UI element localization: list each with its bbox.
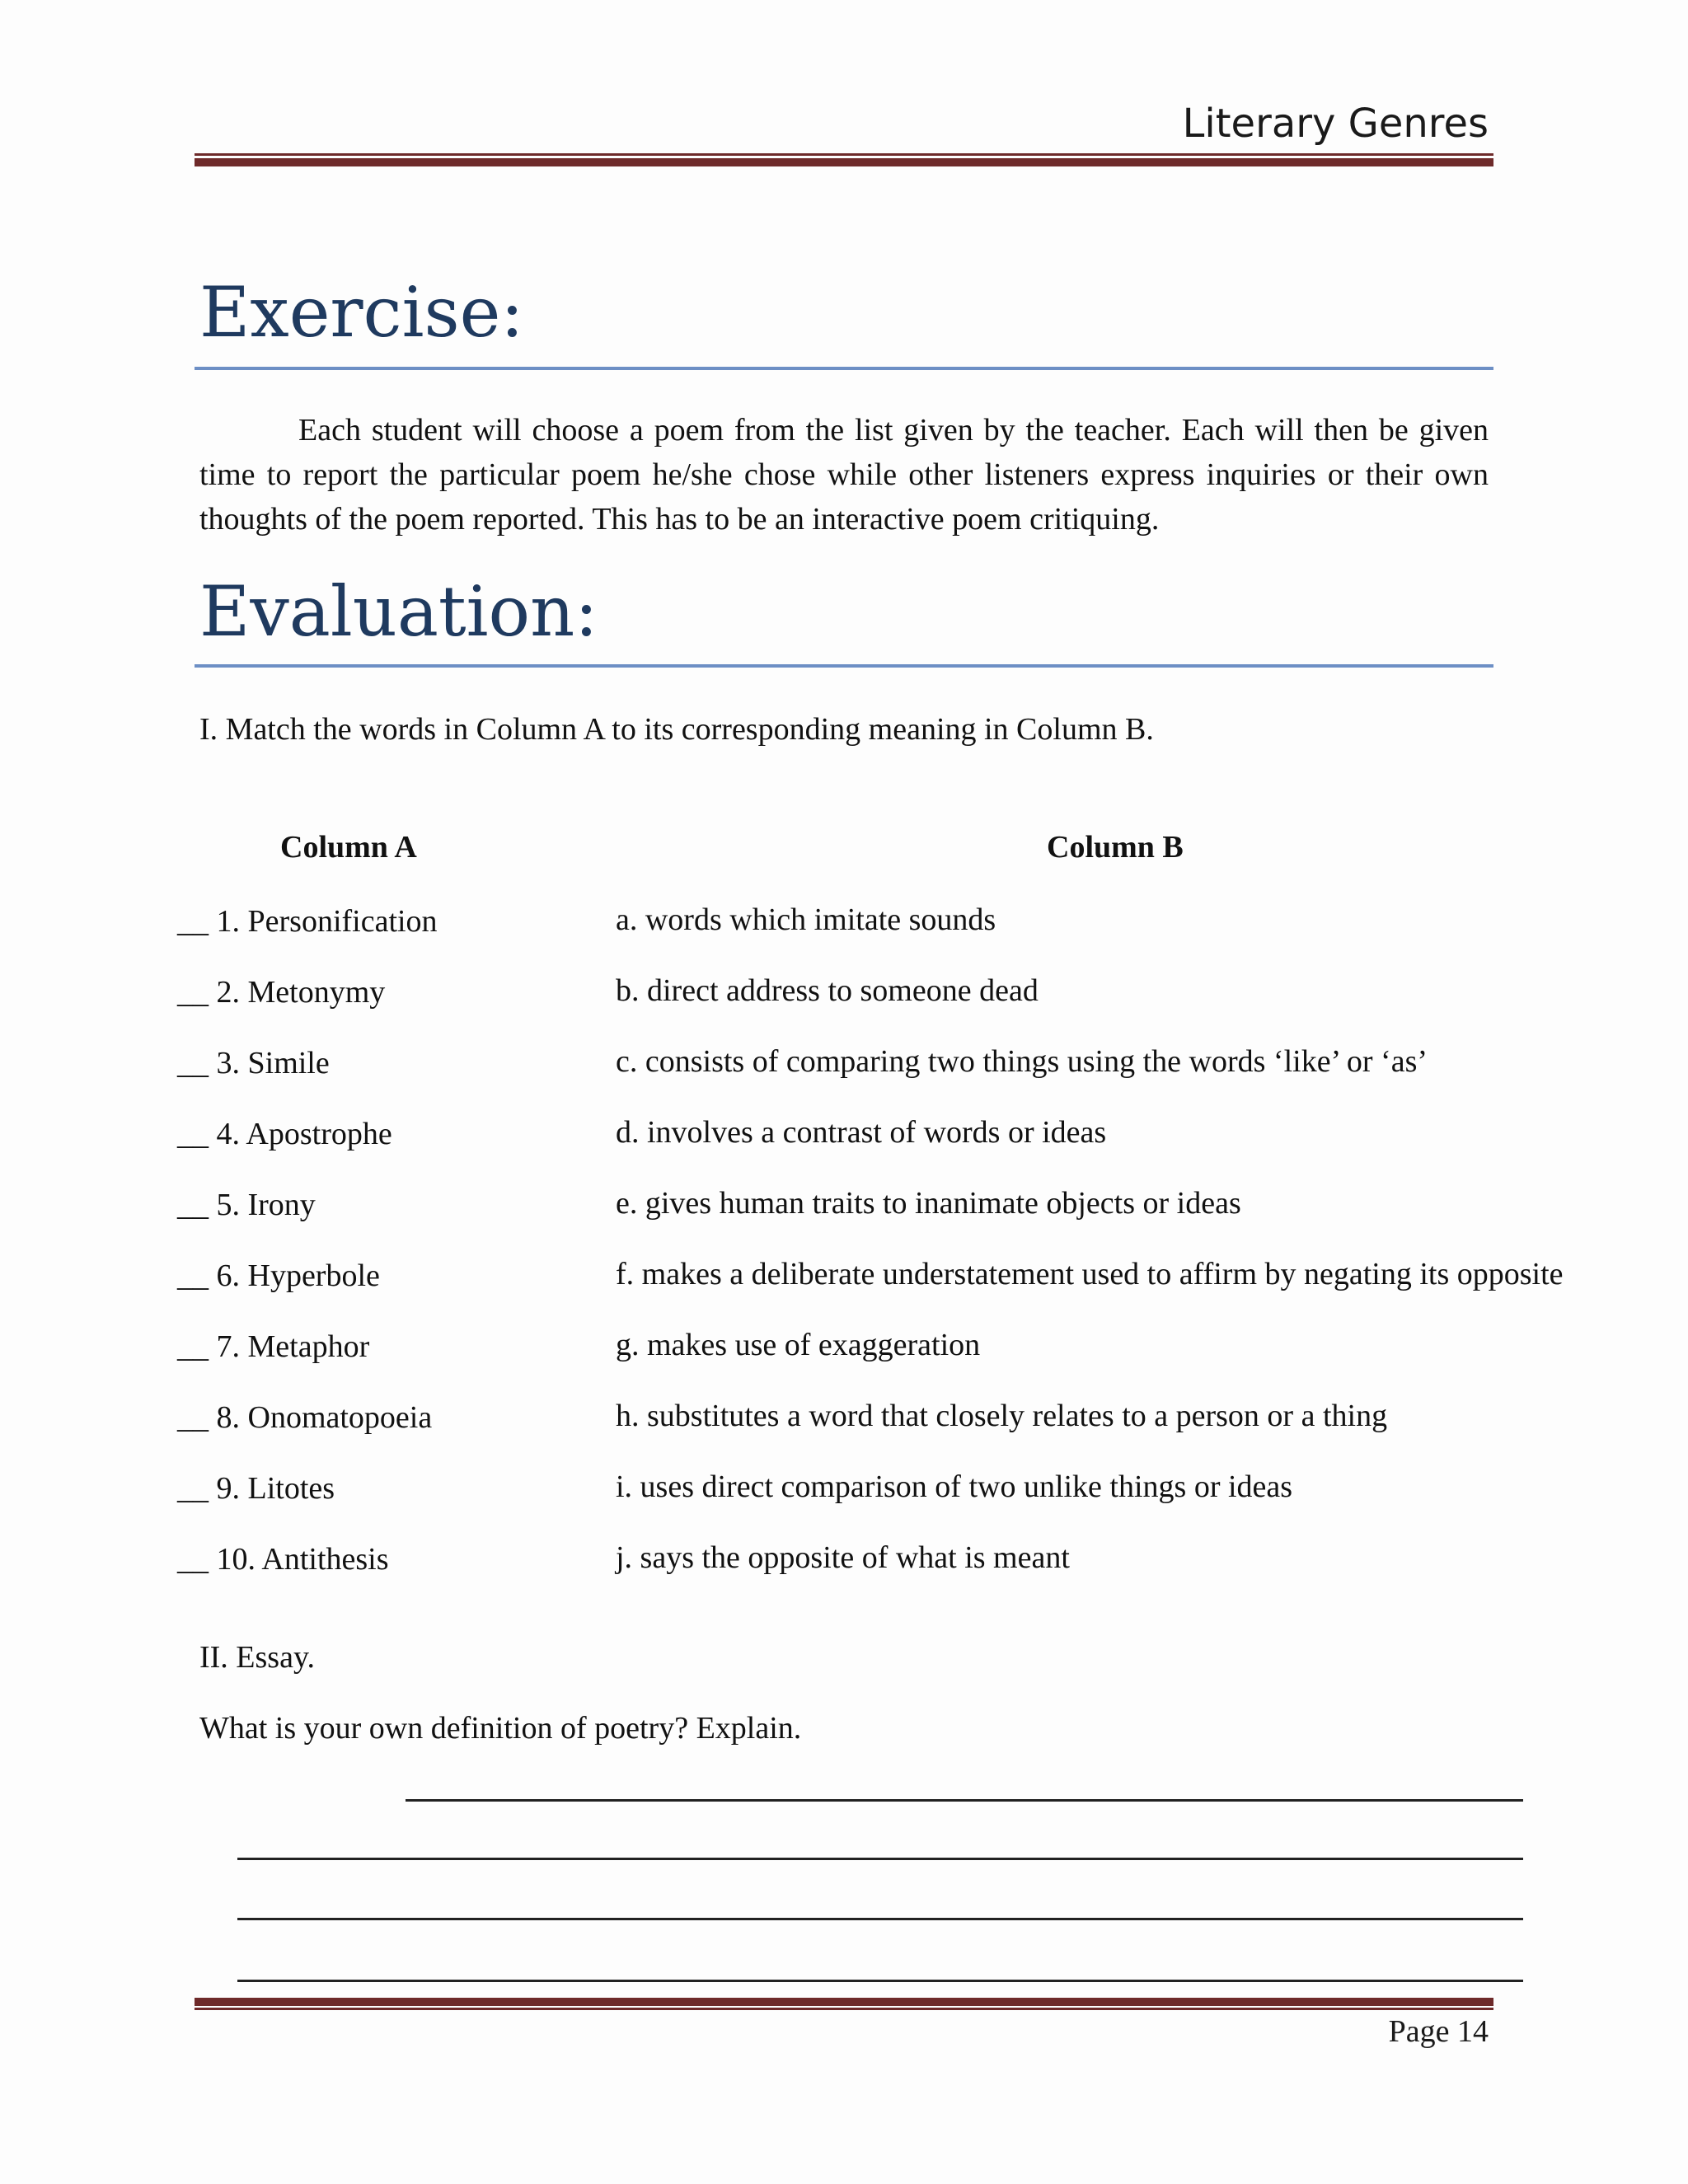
column-b-item: h. substitutes a word that closely relates to a person or a thing bbox=[616, 1399, 1388, 1433]
column-a-item: __ 1. Personification bbox=[177, 904, 438, 939]
column-b-item: a. words which imitate sounds bbox=[616, 902, 996, 937]
evaluation-heading-rule bbox=[195, 664, 1493, 668]
column-a-item: __ 4. Apostrophe bbox=[177, 1117, 392, 1151]
header-rule-thin bbox=[195, 153, 1493, 156]
essay-answer-line[interactable] bbox=[406, 1799, 1523, 1802]
column-a-item: __ 9. Litotes bbox=[177, 1471, 335, 1506]
column-b-item: i. uses direct comparison of two unlike things or ideas bbox=[616, 1469, 1293, 1504]
header-rule-thick bbox=[195, 158, 1493, 166]
essay-section-title: II. Essay. bbox=[199, 1640, 315, 1675]
essay-answer-line[interactable] bbox=[237, 1980, 1523, 1982]
column-a-item: __ 8. Onomatopoeia bbox=[177, 1400, 433, 1435]
column-b-item: b. direct address to someone dead bbox=[616, 973, 1039, 1008]
exercise-heading-rule bbox=[195, 367, 1493, 370]
column-b-header: Column B bbox=[1047, 830, 1184, 865]
exercise-heading: Exercise: bbox=[199, 272, 524, 353]
matching-instruction: I. Match the words in Column A to its corresponding meaning in Column B. bbox=[199, 712, 1154, 747]
footer-rule-thick bbox=[195, 1998, 1493, 2006]
essay-answer-line[interactable] bbox=[237, 1858, 1523, 1860]
column-b-item: g. makes use of exaggeration bbox=[616, 1328, 981, 1362]
column-a-item: __ 2. Metonymy bbox=[177, 975, 386, 1010]
evaluation-heading: Evaluation: bbox=[199, 571, 598, 652]
footer-rule-thin bbox=[195, 2008, 1493, 2010]
running-header-title: Literary Genres bbox=[1182, 101, 1489, 147]
column-b-item: e. gives human traits to inanimate objects or ideas bbox=[616, 1186, 1241, 1221]
column-a-item: __ 5. Irony bbox=[177, 1188, 316, 1222]
essay-question: What is your own definition of poetry? Explain. bbox=[199, 1711, 802, 1746]
column-a-item: __ 6. Hyperbole bbox=[177, 1258, 380, 1293]
column-a-header: Column A bbox=[280, 830, 417, 865]
essay-answer-line[interactable] bbox=[237, 1918, 1523, 1920]
page-number: Page 14 bbox=[1388, 2014, 1489, 2049]
column-b-item: c. consists of comparing two things using the words ‘like’ or ‘as’ bbox=[616, 1044, 1428, 1079]
column-b-item: d. involves a contrast of words or ideas bbox=[616, 1115, 1107, 1150]
column-a-item: __ 7. Metaphor bbox=[177, 1329, 370, 1364]
column-a-item: __ 3. Simile bbox=[177, 1046, 330, 1080]
column-b-item: f. makes a deliberate understatement used to affirm by negating its opposite bbox=[616, 1257, 1564, 1291]
exercise-paragraph: Each student will choose a poem from the list given by the teacher. Each will then be given time to report the particular poem he/she chose while other listeners express inquiries or their own thoughts of the poem reported. This has to be an interactive poem critiquing. bbox=[199, 413, 1489, 537]
column-a-item: __ 10. Antithesis bbox=[177, 1542, 389, 1577]
column-b-item: j. says the opposite of what is meant bbox=[616, 1540, 1070, 1575]
